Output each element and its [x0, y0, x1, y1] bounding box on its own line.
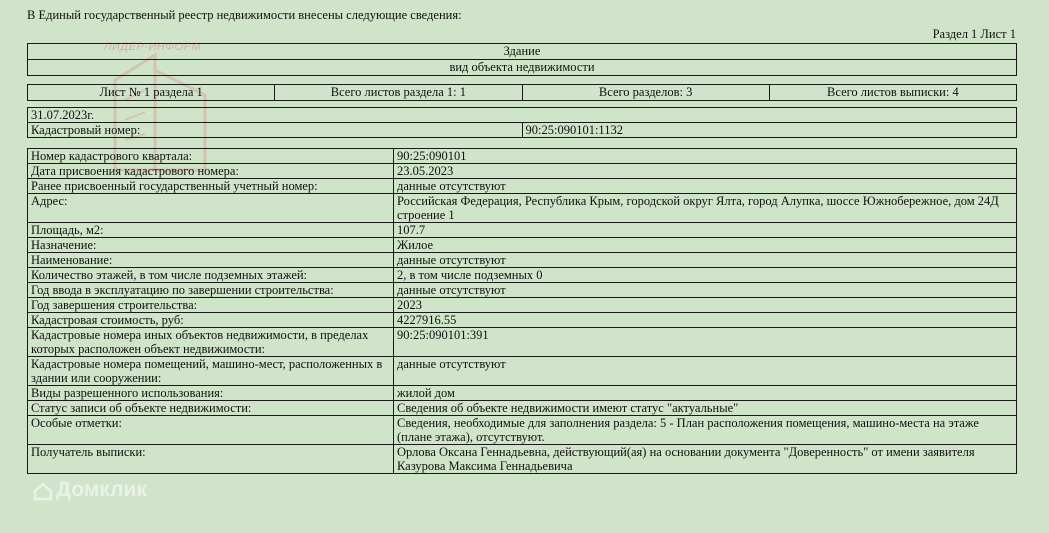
field-value: Сведения об объекте недвижимости имеют статус "актуальные" — [394, 401, 1017, 416]
table-row — [28, 179, 1017, 194]
field-value: жилой дом — [394, 386, 1017, 401]
table-row — [28, 416, 1017, 445]
field-value: 107.7 — [394, 223, 1017, 238]
table-row — [28, 313, 1017, 328]
field-label: Кадастровые номера помещений, машино-мест, расположенных в здании или сооружении: — [28, 357, 394, 386]
table-row — [28, 283, 1017, 298]
field-label: Особые отметки: — [28, 416, 394, 445]
field-label: Количество этажей, в том числе подземных этажей: — [28, 268, 394, 283]
total-sheets-section: Всего листов раздела 1: 1 — [275, 85, 522, 101]
object-header — [27, 43, 1017, 76]
field-label: Кадастровые номера иных объектов недвижимости, в пределах которых расположен объект недвижимости: — [28, 328, 394, 357]
table-row — [28, 164, 1017, 179]
field-value: Российская Федерация, Республика Крым, городской округ Ялта, город Алупка, шоссе Южнобережное, дом 24Д строение 1 — [394, 194, 1017, 223]
object-kind: вид объекта недвижимости — [28, 60, 1017, 76]
total-sections: Всего разделов: 3 — [522, 85, 769, 101]
date-cadastral-table — [27, 107, 1017, 138]
field-value: 90:25:090101 — [394, 149, 1017, 164]
field-label: Наименование: — [28, 253, 394, 268]
field-value: 2, в том числе подземных 0 — [394, 268, 1017, 283]
table-row — [28, 445, 1017, 474]
field-value: Жилое — [394, 238, 1017, 253]
field-label: Дата присвоения кадастрового номера: — [28, 164, 394, 179]
table-row — [28, 223, 1017, 238]
field-value: 4227916.55 — [394, 313, 1017, 328]
extract-date: 31.07.2023г. — [28, 108, 1017, 123]
table-row — [28, 357, 1017, 386]
section-reference: Раздел 1 Лист 1 — [932, 27, 1016, 41]
table-row — [28, 238, 1017, 253]
table-row — [28, 401, 1017, 416]
property-details-table — [27, 148, 1017, 474]
object-type: Здание — [28, 44, 1017, 60]
table-row — [28, 194, 1017, 223]
field-label: Год завершения строительства: — [28, 298, 394, 313]
intro-text: В Единый государственный реестр недвижимости внесены следующие сведения: — [27, 8, 462, 22]
table-row — [28, 328, 1017, 357]
field-label: Назначение: — [28, 238, 394, 253]
cadastral-number-value: 90:25:090101:1132 — [522, 123, 1017, 138]
field-value: данные отсутствуют — [394, 253, 1017, 268]
field-label: Год ввода в эксплуатацию по завершении строительства: — [28, 283, 394, 298]
field-value: Орлова Оксана Геннадьевна, действующий(ая) на основании документа "Доверенность" от имени заявителя Казурова Максима Геннадьевича — [394, 445, 1017, 474]
field-value: 90:25:090101:391 — [394, 328, 1017, 357]
cadastral-number-label: Кадастровый номер: — [28, 123, 523, 138]
field-value: данные отсутствуют — [394, 283, 1017, 298]
table-row — [28, 253, 1017, 268]
field-value: 2023 — [394, 298, 1017, 313]
field-label: Номер кадастрового квартала: — [28, 149, 394, 164]
field-value: Сведения, необходимые для заполнения раздела: 5 - План расположения помещения, машино-места на этаже (плане этажа), отсутствуют. — [394, 416, 1017, 445]
field-label: Получатель выписки: — [28, 445, 394, 474]
table-row — [28, 386, 1017, 401]
sheet-summary — [27, 84, 1017, 101]
field-label: Адрес: — [28, 194, 394, 223]
field-label: Статус записи об объекте недвижимости: — [28, 401, 394, 416]
field-value: 23.05.2023 — [394, 164, 1017, 179]
field-label: Площадь, м2: — [28, 223, 394, 238]
field-label: Кадастровая стоимость, руб: — [28, 313, 394, 328]
table-row — [28, 298, 1017, 313]
table-row — [28, 149, 1017, 164]
field-value: данные отсутствуют — [394, 357, 1017, 386]
domclick-watermark: Домклик — [56, 478, 147, 501]
field-value: данные отсутствуют — [394, 179, 1017, 194]
field-label: Виды разрешенного использования: — [28, 386, 394, 401]
lider-inform-watermark: ЛИДЕР-ИНФОРМ — [104, 41, 201, 53]
field-label: Ранее присвоенный государственный учетный номер: — [28, 179, 394, 194]
table-row — [28, 268, 1017, 283]
total-sheets-extract: Всего листов выписки: 4 — [769, 85, 1016, 101]
sheet-number: Лист № 1 раздела 1 — [28, 85, 275, 101]
domclick-watermark-icon — [33, 481, 53, 501]
